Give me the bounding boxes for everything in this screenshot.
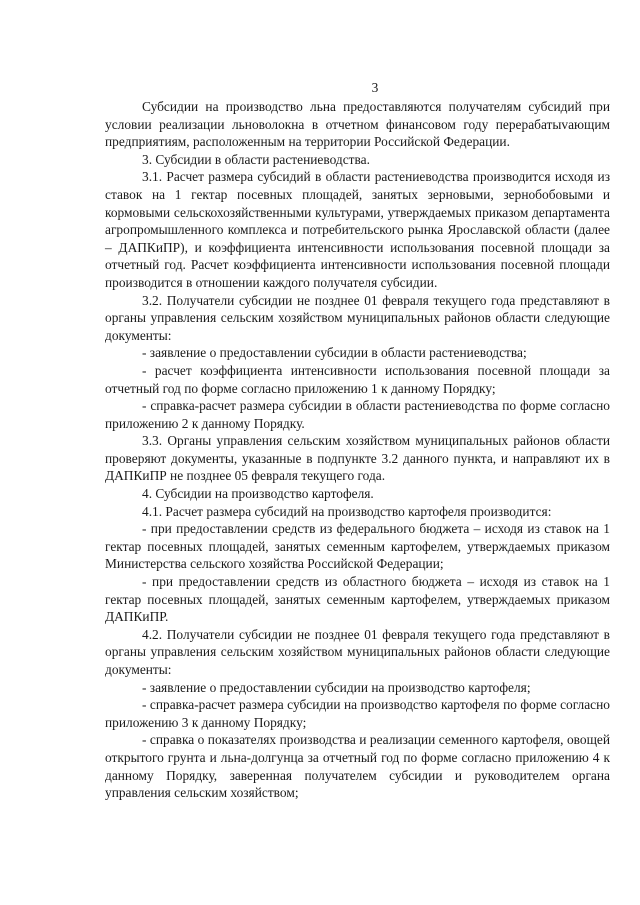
list-item-4-2-calculation: - справка-расчет размера субсидии на производство картофеля по форме согласно приложению 3 к данному Порядку; (105, 697, 610, 730)
paragraph-4-2: 4.2. Получатели субсидии не позднее 01 февраля текущего года представляют в органы управления сельским хозяйством муниципальных районов области следующие документы: (105, 626, 610, 677)
document-body (105, 98, 610, 802)
list-item-3-2-application: - заявление о предоставлении субсидии в области растениеводства; (142, 345, 527, 361)
list-item-4-2-production-report: - справка о показателях производства и реализации семенного картофеля, овощей открытого грунта и льна-долгунца за отчетный год по форме согласно приложению 4 к данному Порядку, заверенная получателем субсидии и руководителем органа управления сельским хозяйством; (105, 732, 610, 801)
paragraph-flax-subsidy: Субсидии на производство льна предоставляются получателям субсидий при условии реализации льноволокна в отчетном финансовом году перерабатыvающим предприятиям, расположенным на территории Российской Федерации. (105, 99, 610, 150)
paragraph-4-1: 4.1. Расчет размера субсидий на производство картофеля производится: (142, 503, 552, 519)
paragraph-3-2: 3.2. Получатели субсидии не позднее 01 февраля текущего года представляют в органы управления сельским хозяйством муниципальных районов области следующие документы: (105, 292, 610, 343)
list-item-4-1-federal: - при предоставлении средств из федерального бюджета – исходя из ставок на 1 гектар посевных площадей, занятых семенным картофелем, утверждаемых приказом Министерства сельского хозяйства Российской Федерации; (105, 521, 610, 572)
heading-section-3: 3. Субсидии в области растениеводства. (142, 151, 370, 167)
list-item-3-2-calculation: - справка-расчет размера субсидии в области растениеводства по форме согласно приложению 2 к данному Порядку. (105, 398, 610, 431)
paragraph-3-1: 3.1. Расчет размера субсидий в области растениеводства производится исходя из ставок на 1 гектар посевных площадей, занятых зерновыми, зернобобовыми и кормовыми сельскохозяйственными культурами, утверждаемых приказом департамента агропромышленного комплекса и потребительского рынка Ярославской области (далее – ДАПКиПР), и коэффициента интенсивности использования посевной площади за отчетный год. Расчет коэффициента интенсивности использования посевной площади производится в отношении каждого получателя субсидии. (105, 169, 610, 290)
heading-section-4: 4. Субсидии на производство картофеля. (142, 486, 374, 502)
page-number: 3 (371, 80, 379, 95)
list-item-3-2-coefficient: - расчет коэффициента интенсивности использования посевной площади за отчетный год по форме согласно приложению 1 к данному Порядку; (105, 362, 610, 396)
list-item-4-1-regional: - при предоставлении средств из областного бюджета – исходя из ставок на 1 гектар посевных площадей, занятых семенным картофелем, утверждаемых приказом ДАПКиПР. (105, 574, 610, 625)
paragraph-3-3: 3.3. Органы управления сельским хозяйством муниципальных районов области проверяют документы, указанные в подпункте 3.2 данного пункта, и направляют их в ДАПКиПР не позднее 05 февраля текущего года. (105, 433, 610, 484)
list-item-4-2-application: - заявление о предоставлении субсидии на производство картофеля; (142, 679, 531, 695)
